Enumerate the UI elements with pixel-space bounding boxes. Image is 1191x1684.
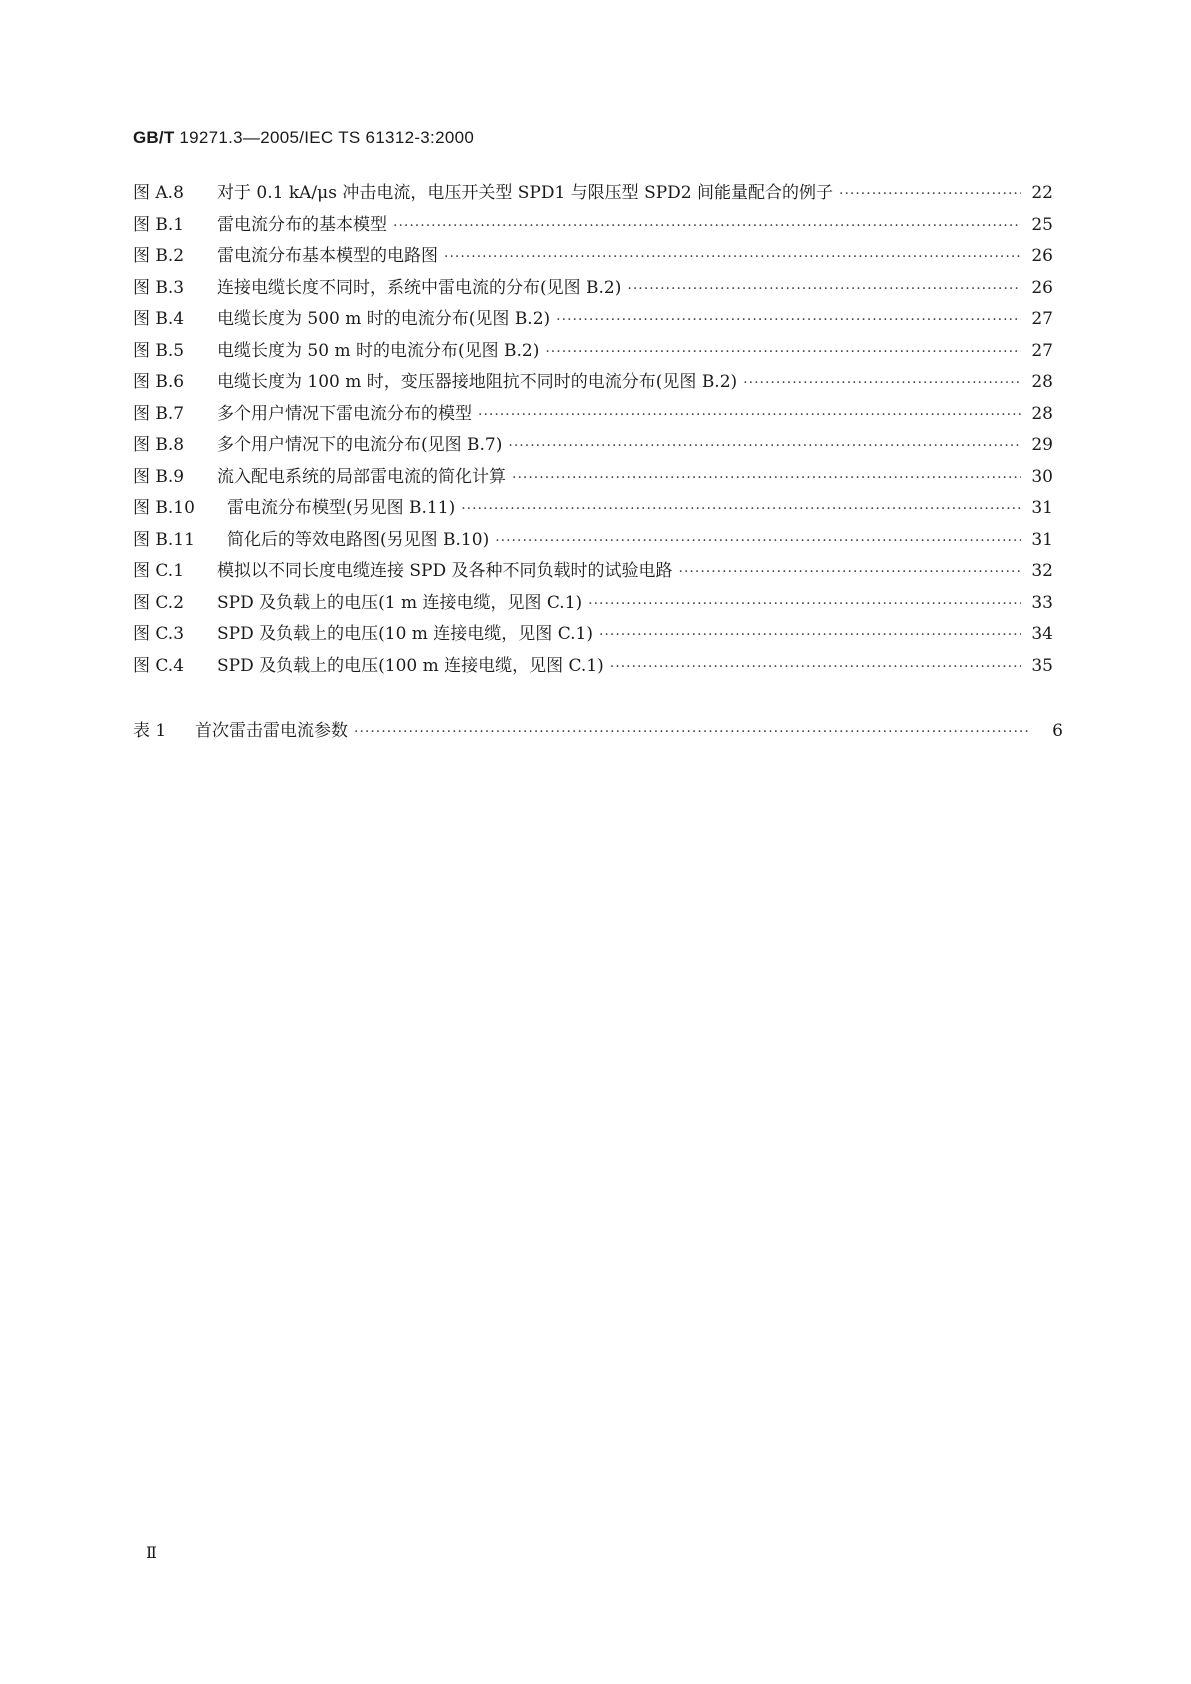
entry-number: 图 B.6 — [133, 372, 185, 392]
entry-page: 27 — [1031, 340, 1053, 361]
dot-leader — [599, 627, 1021, 643]
table-list — [133, 716, 1063, 748]
dot-leader — [461, 501, 1021, 517]
entry-title: 电缆长度为 100 m 时，变压器接地阻抗不同时的电流分布(见图 B.2) — [217, 372, 738, 392]
toc-entry[interactable] — [133, 367, 1053, 399]
entry-number: 图 B.4 — [133, 309, 185, 329]
entry-page: 35 — [1031, 655, 1053, 676]
document-header — [133, 128, 474, 148]
toc-entry[interactable] — [133, 651, 1053, 683]
entry-title: SPD 及负载上的电压(100 m 连接电缆，见图 C.1) — [217, 655, 604, 676]
toc-entry[interactable] — [133, 556, 1053, 588]
dot-leader — [512, 470, 1021, 486]
entry-page: 28 — [1031, 372, 1053, 392]
entry-page: 34 — [1031, 624, 1053, 644]
toc-entry[interactable] — [133, 716, 1063, 748]
standard-prefix: GB/T — [133, 128, 175, 147]
toc-entry[interactable] — [133, 210, 1053, 242]
entry-number: 图 A.8 — [133, 183, 184, 203]
dot-leader — [444, 249, 1021, 265]
entry-number: 图 C.2 — [133, 592, 185, 613]
entry-title: 首次雷击雷电流参数 — [195, 721, 348, 741]
entry-page: 25 — [1031, 214, 1053, 235]
entry-page: 30 — [1031, 466, 1053, 487]
toc-entry[interactable] — [133, 241, 1053, 273]
toc-entry[interactable] — [133, 588, 1053, 620]
entry-title: 对于 0.1 kA/μs 冲击电流，电压开关型 SPD1 与限压型 SPD2 间能量配合的例子 — [217, 183, 833, 203]
entry-number: 图 C.4 — [133, 655, 185, 676]
entry-title: 流入配电系统的局部雷电流的简化计算 — [217, 466, 506, 487]
entry-number: 图 B.7 — [133, 403, 185, 424]
entry-title: 多个用户情况下雷电流分布的模型 — [217, 403, 472, 424]
entry-number: 图 B.10 — [133, 498, 195, 518]
entry-title: 雷电流分布模型(另见图 B.11) — [227, 498, 456, 518]
entry-number: 图 B.3 — [133, 277, 185, 298]
entry-title: 多个用户情况下的电流分布(见图 B.7) — [217, 435, 503, 455]
entry-page: 6 — [1052, 721, 1063, 741]
entry-number: 表 1 — [133, 721, 167, 741]
toc-entry[interactable] — [133, 336, 1053, 368]
entry-page: 31 — [1031, 498, 1053, 518]
entry-title: 模拟以不同长度电缆连接 SPD 及各种不同负载时的试验电路 — [217, 561, 673, 581]
entry-page: 22 — [1031, 183, 1053, 203]
toc-entry[interactable] — [133, 399, 1053, 431]
entry-title: SPD 及负载上的电压(1 m 连接电缆，见图 C.1) — [217, 592, 583, 613]
entry-number: 图 C.3 — [133, 624, 185, 644]
dot-leader — [610, 659, 1021, 675]
toc-entry[interactable] — [133, 178, 1053, 210]
entry-title: 简化后的等效电路图(另见图 B.10) — [227, 529, 490, 550]
entry-number: 图 C.1 — [133, 561, 185, 581]
entry-number: 图 B.8 — [133, 435, 185, 455]
entry-page: 31 — [1031, 529, 1053, 550]
entry-title: 雷电流分布的基本模型 — [217, 214, 387, 235]
toc-entry[interactable] — [133, 525, 1053, 557]
toc-entry[interactable] — [133, 430, 1053, 462]
toc-entry[interactable] — [133, 619, 1053, 651]
entry-page: 29 — [1031, 435, 1053, 455]
dot-leader — [679, 564, 1021, 580]
entry-title: 连接电缆长度不同时，系统中雷电流的分布(见图 B.2) — [217, 277, 622, 298]
entry-number: 图 B.1 — [133, 214, 185, 235]
entry-page: 28 — [1031, 403, 1053, 424]
entry-page: 26 — [1031, 246, 1053, 266]
dot-leader — [393, 218, 1021, 234]
figure-list — [133, 178, 1053, 682]
entry-page: 26 — [1031, 277, 1053, 298]
dot-leader — [478, 407, 1021, 423]
toc-entry[interactable] — [133, 493, 1053, 525]
entry-page: 33 — [1031, 592, 1053, 613]
dot-leader — [556, 312, 1021, 328]
entry-title: 雷电流分布基本模型的电路图 — [217, 246, 438, 266]
entry-page: 32 — [1031, 561, 1053, 581]
standard-number: 19271.3—2005/IEC TS 61312-3:2000 — [179, 128, 475, 147]
toc-entry[interactable] — [133, 273, 1053, 305]
dot-leader — [627, 281, 1021, 297]
page-number: Ⅱ — [146, 1543, 157, 1562]
toc-entry[interactable] — [133, 462, 1053, 494]
entry-number: 图 B.9 — [133, 466, 185, 487]
dot-leader — [839, 186, 1021, 202]
dot-leader — [743, 375, 1021, 391]
dot-leader — [495, 533, 1021, 549]
entry-title: 电缆长度为 50 m 时的电流分布(见图 B.2) — [217, 340, 540, 361]
entry-page: 27 — [1031, 309, 1053, 329]
dot-leader — [588, 596, 1021, 612]
dot-leader — [508, 438, 1021, 454]
entry-title: SPD 及负载上的电压(10 m 连接电缆，见图 C.1) — [217, 624, 593, 644]
dot-leader — [545, 344, 1021, 360]
entry-number: 图 B.11 — [133, 529, 195, 550]
entry-number: 图 B.5 — [133, 340, 185, 361]
toc-entry[interactable] — [133, 304, 1053, 336]
dot-leader — [354, 724, 1031, 740]
entry-number: 图 B.2 — [133, 246, 185, 266]
entry-title: 电缆长度为 500 m 时的电流分布(见图 B.2) — [217, 309, 551, 329]
